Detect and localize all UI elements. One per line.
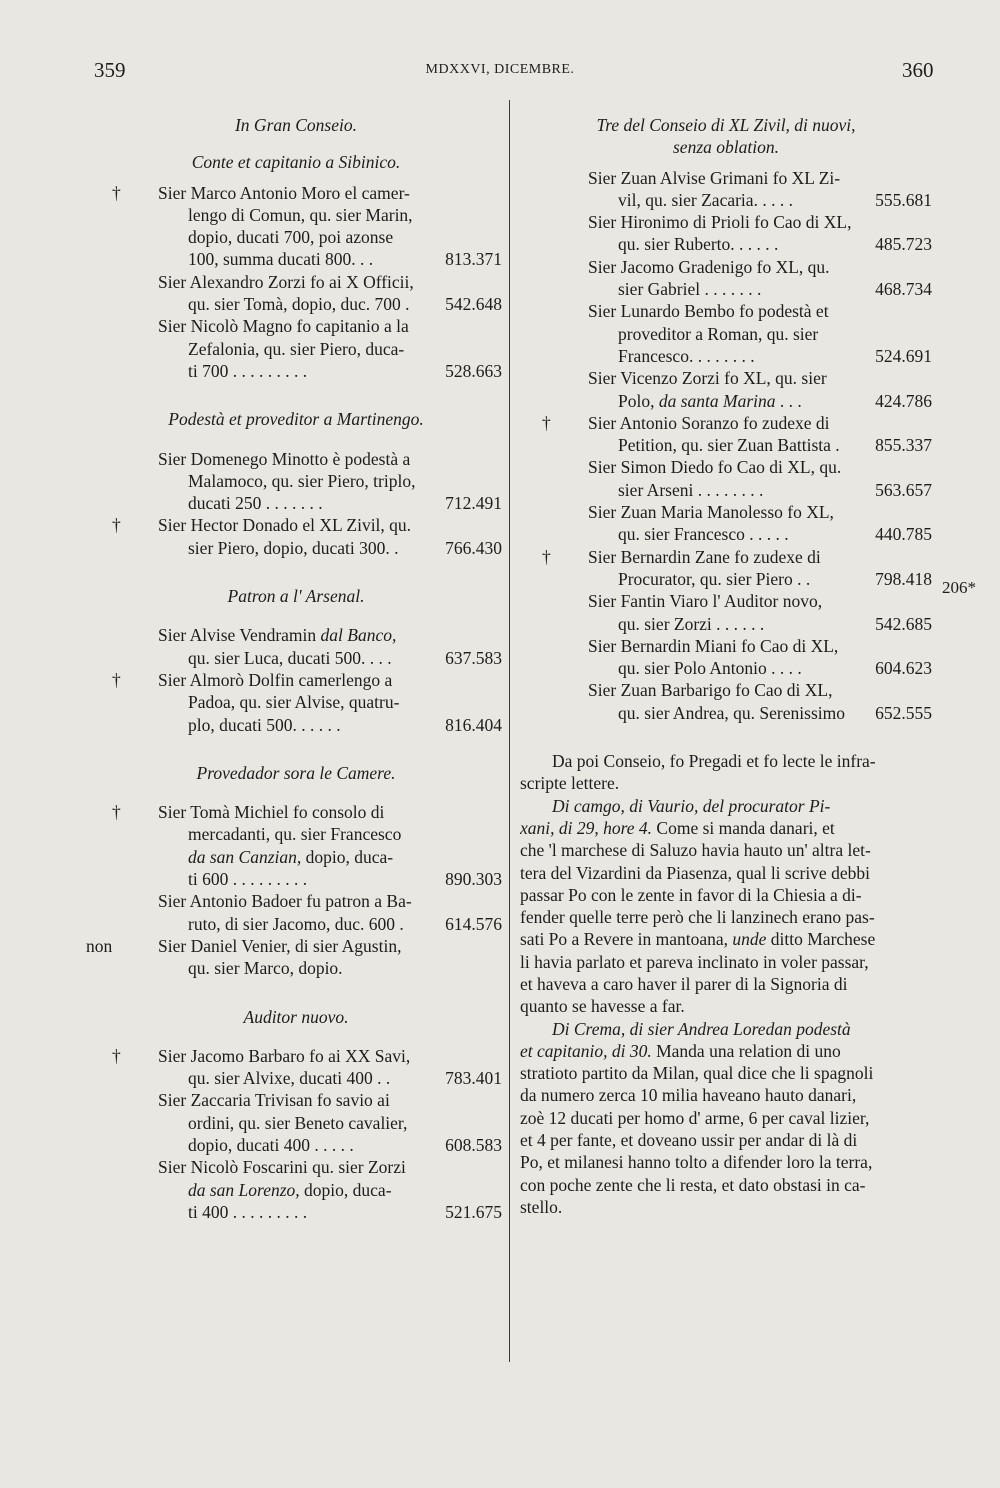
running-head [0,58,1000,88]
vote-count: 652.555 [875,702,932,723]
election-entry: Sier Hironimo di Prioli fo Cao di XL, qu. sier Ruberto. . . . . . 485.723 [588,212,932,255]
column-divider [509,100,510,1362]
election-entry: † Sier Tomà Michiel fo consolo di mercadanti, qu. sier Francesco da san Canzian, dopio, duca- ti 600 . . . . . . . . . 890.303 [112,802,502,890]
paragraph-line: quanto se havesse a far. [520,996,685,1017]
paragraph-line: Di camgo, di Vaurio, del procurator Pi- [552,795,831,816]
paragraph-line: et haveva a caro haver il parer di la Signoria di [520,973,848,994]
election-entry: Sier Alexandro Zorzi fo ai X Officii, qu. sier Tomà, dopio, duc. 700 . 542.648 [158,271,502,315]
vote-count: 608.583 [445,1134,502,1155]
paragraph-line: Po, et milanesi hanno tolto a difender loro la terra, [520,1152,873,1173]
election-entry: Sier Domenego Minotto è podestà a Malamoco, qu. sier Piero, triplo, ducati 250 . . . . . . . 712.491 [158,448,502,514]
office-heading: Auditor nuovo. [243,1006,349,1027]
election-entry: Sier Jacomo Gradenigo fo XL, qu. sier Gabriel . . . . . . . 468.734 [588,256,932,300]
paragraph-line: li havia parlato et pareva inclinato in voler passar, [520,951,869,972]
vote-count: 563.657 [875,479,932,500]
cross-mark: † [112,515,121,536]
paragraph-line: xani, di 29, hore 4. Come si manda danari, et [520,817,835,838]
election-entry: Sier Fantin Viaro l' Auditor novo, qu. sier Zorzi . . . . . . 542.685 [588,591,932,634]
election-entry: Sier Simon Diedo fo Cao di XL, qu. sier Arseni . . . . . . . . 563.657 [588,457,932,500]
margin-note: 206* [942,578,976,597]
paragraph-line: che 'l marchese di Saluzo havia hauto un' altra let- [520,840,871,861]
election-entry: Sier Vicenzo Zorzi fo XL, qu. sier Polo, da santa Marina . . . 424.786 [588,368,932,411]
vote-count: 813.371 [445,249,502,270]
vote-count: 542.685 [875,613,932,634]
cross-mark: † [542,546,551,567]
office-heading: Patron a l' Arsenal. [227,586,365,607]
vote-count: 604.623 [875,658,932,679]
paragraph-line: Di Crema, di sier Andrea Loredan podestà [552,1018,851,1039]
paragraph-line: et capitanio, di 30. Manda una relation di uno [520,1040,841,1061]
election-entry: Sier Nicolò Foscarini qu. sier Zorzi da san Lorenzo, dopio, duca- ti 400 . . . . . . . . . 521.675 [158,1157,502,1222]
page-number-right: 360 [902,58,934,82]
office-heading: Provedador sora le Camere. [196,762,396,783]
vote-count: 542.648 [445,294,502,315]
vote-count: 440.785 [875,524,932,545]
paragraph-line: sati Po a Revere in mantoana, unde ditto Marchese [520,929,876,950]
section-heading: In Gran Conseio. [234,115,357,135]
vote-count: 816.404 [445,714,502,735]
election-entry: Sier Zuan Maria Manolesso fo XL, qu. sier Francesco . . . . . 440.785 [588,502,932,545]
cross-mark: † [112,1045,121,1066]
vote-count: 855.337 [875,435,932,456]
prose-block [520,750,932,1218]
election-entry: † Sier Bernardin Zane fo zudexe di Procurator, qu. sier Piero . . 798.418 [542,546,932,589]
paragraph-line: zoè 12 ducati per homo d' arme, 6 per caval lizier, [520,1107,870,1128]
cross-mark: † [112,802,121,823]
vote-count: 637.583 [445,647,502,668]
vote-count: 468.734 [875,279,932,300]
paragraph-line: Da poi Conseio, fo Pregadi et fo lecte le infra- [552,751,876,772]
vote-count: 783.401 [445,1068,502,1089]
vote-count: 528.663 [445,360,502,381]
election-entry: non Sier Daniel Venier, di sier Agustin, qu. sier Marco, dopio. [86,935,402,979]
office-heading: Conte et capitanio a Sibinico. [191,152,401,173]
paragraph-line: stello. [520,1196,563,1217]
vote-count: 555.681 [875,189,932,210]
election-entry: Sier Antonio Badoer fu patron a Ba- ruto, di sier Jacomo, duc. 600 . 614.576 [158,891,502,934]
office-heading: Podestà et proveditor a Martinengo. [168,409,424,430]
cross-mark: † [542,412,551,433]
office-heading: Tre del Conseio di XL Zivil, di nuovi, [596,115,856,135]
vote-count: 521.675 [445,1201,502,1222]
election-entry: † Sier Almorò Dolfin camerlengo a Padoa, qu. sier Alvise, quatru- plo, ducati 500. . . . . . 816.404 [112,669,502,735]
office-heading-cont: senza oblation. [673,137,779,158]
left-column [86,110,502,1223]
right-column [520,110,932,1218]
vote-count: 798.418 [875,568,932,589]
election-entry: † Sier Marco Antonio Moro el camer- lengo di Comun, qu. sier Marin, dopio, ducati 700, poi azonse 100, summa ducati 800. . . 813.371 [112,182,502,270]
paragraph-line: tera del Vizardini da Piasenza, qual li scrive debbi [520,862,870,883]
vote-count: 712.491 [445,493,502,514]
vote-count: 890.303 [445,869,502,890]
paragraph-line: con poche zente che li resta, et dato obstasi in ca- [520,1174,866,1195]
election-entry: † Sier Hector Donado el XL Zivil, qu. sier Piero, dopio, ducati 300. . 766.430 [112,515,502,558]
vote-count: 485.723 [875,234,932,255]
vote-count: 424.786 [875,390,932,411]
vote-count: 614.576 [445,913,502,934]
election-entry: Sier Nicolò Magno fo capitanio a la Zefalonia, qu. sier Piero, duca- ti 700 . . . . . . . . . 528.663 [158,316,502,381]
paragraph-line: fender quelle terre però che li lanzinech erano pas- [520,907,875,928]
paragraph-line: et 4 per fante, et doveano ussir per andar di là di [520,1130,858,1151]
running-title: MDXXVI, DICEMBRE. [425,62,575,77]
page-number-left: 359 [94,58,126,82]
election-entry: Sier Zaccaria Trivisan fo savio ai ordini, qu. sier Beneto cavalier, dopio, ducati 400 . . . . . 608.583 [158,1090,502,1155]
non-mark: non [86,935,113,956]
paragraph-line: passar Po con le zente in favor di la Chiesia a di- [520,884,862,905]
paragraph-line: stratioto partito da Milan, qual dice che li spagnoli [520,1063,874,1084]
vote-count: 524.691 [875,345,932,366]
election-entry: † Sier Antonio Soranzo fo zudexe di Petition, qu. sier Zuan Battista . 855.337 [542,412,932,456]
election-entry: Sier Alvise Vendramin dal Banco, qu. sier Luca, ducati 500. . . . 637.583 [158,625,502,668]
cross-mark: † [112,669,121,690]
paragraph-line: da numero zerca 10 milia haveano hauto danari, [520,1085,857,1106]
vote-count: 766.430 [445,537,502,558]
election-entry: Sier Bernardin Miani fo Cao di XL, qu. sier Polo Antonio . . . . 604.623 [588,635,932,679]
paragraph-line: scripte lettere. [520,773,620,794]
election-entry: Sier Zuan Barbarigo fo Cao di XL, qu. sier Andrea, qu. Serenissimo 652.555 [588,680,932,723]
election-entry: Sier Zuan Alvise Grimani fo XL Zi- vil, qu. sier Zacaria. . . . . 555.681 [588,167,932,210]
cross-mark: † [112,182,121,203]
election-entry: Sier Lunardo Bembo fo podestà et proveditor a Roman, qu. sier Francesco. . . . . . . . 524.691 [588,301,932,366]
election-entry: † Sier Jacomo Barbaro fo ai XX Savi, qu. sier Alvixe, ducati 400 . . 783.401 [112,1045,502,1089]
